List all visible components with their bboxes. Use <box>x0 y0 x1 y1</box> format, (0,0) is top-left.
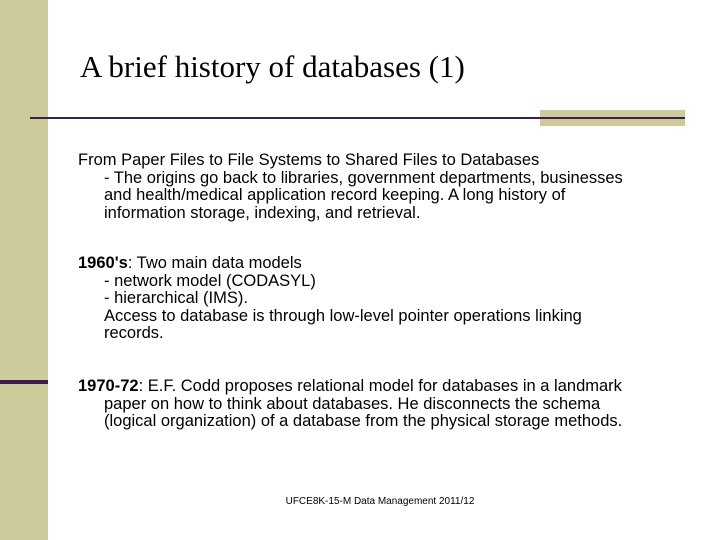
section-1960s <box>78 255 688 343</box>
title-divider <box>30 117 540 119</box>
section-heading-rest: : Two main data models <box>127 254 302 272</box>
section-line: paper on how to think about databases. He disconnects the schema <box>104 394 601 413</box>
section-heading-line <box>78 255 688 273</box>
section-line: - hierarchical (IMS). <box>104 289 248 307</box>
section-heading-line <box>78 378 688 396</box>
slide-title: A brief history of databases (1) <box>80 49 465 84</box>
section-line: - The origins go back to libraries, government departments, businesses <box>104 168 623 187</box>
slide-footer <box>0 496 720 507</box>
section-line: information storage, indexing, and retrieval. <box>104 203 421 222</box>
section-year: 1970-72 <box>78 377 139 395</box>
section-heading-rest: : E.F. Codd proposes relational model for databases in a landmark <box>138 377 622 395</box>
section-line: - network model (CODASYL) <box>104 271 316 290</box>
section-year: 1960's <box>78 254 128 272</box>
section-1970-72 <box>78 378 688 431</box>
left-accent-line <box>0 380 48 384</box>
title-divider-right <box>540 117 685 119</box>
section-line: Access to database is through low-level pointer operations linking <box>104 306 582 325</box>
section-line: (logical organization) of a database from the physical storage methods. <box>104 412 623 430</box>
footer-text: UFCE8K-15-M Data Management 2011/12 <box>285 496 475 507</box>
left-decorative-band <box>0 0 48 540</box>
section-heading: From Paper Files to File Systems to Shared Files to Databases <box>78 151 540 169</box>
section-line: and health/medical application record keeping. A long history of <box>104 186 566 204</box>
section-paper-files <box>78 152 688 222</box>
section-line: records. <box>104 324 164 342</box>
